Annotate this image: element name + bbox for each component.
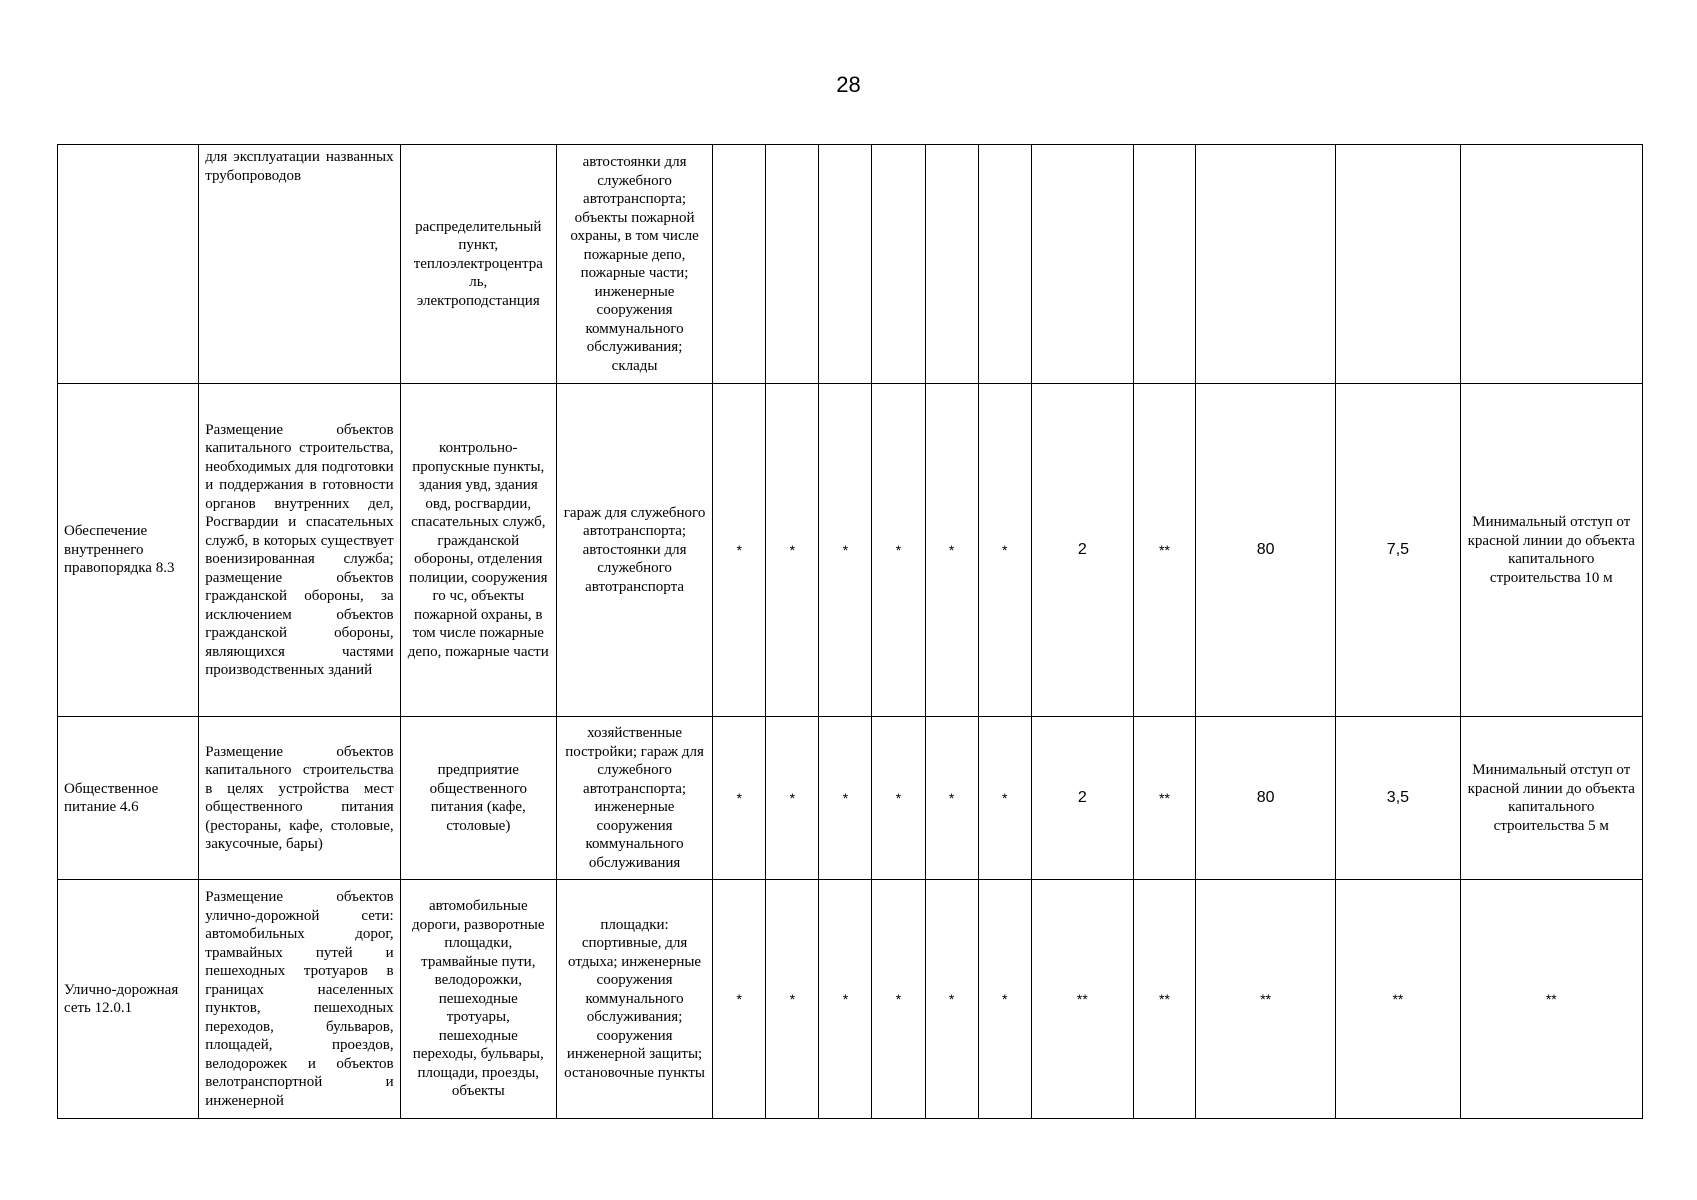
main-objects: предприятие общественного питания (кафе, столовые) <box>400 717 556 880</box>
param-cell: * <box>872 384 925 717</box>
coverage-cell: 80 <box>1196 717 1336 880</box>
param-cell: * <box>819 880 872 1119</box>
use-description: Размещение объектов капитального строительства в целях устройства мест общественного питания (рестораны, кафе, столовые, закусочные, бары) <box>199 717 400 880</box>
param-cell: * <box>978 880 1031 1119</box>
param-cell: * <box>713 384 766 717</box>
param-cell: * <box>978 384 1031 717</box>
param-cell: * <box>872 717 925 880</box>
param-cell: * <box>925 384 978 717</box>
floors-cell <box>1031 145 1133 384</box>
note-cell <box>1460 145 1642 384</box>
param-cell <box>925 145 978 384</box>
auxiliary-objects: площадки: спортивные, для отдыха; инженерные сооружения коммунального обслуживания; сооружения инженерной защиты; остановочные пункты <box>556 880 712 1119</box>
note-cell: Минимальный отступ от красной линии до объекта капитального строительства 10 м <box>1460 384 1642 717</box>
param-cell: * <box>978 717 1031 880</box>
setback-cell: ** <box>1336 880 1460 1119</box>
height-cell: ** <box>1133 880 1195 1119</box>
table-row <box>58 717 1643 880</box>
table-row <box>58 384 1643 717</box>
height-cell: ** <box>1133 717 1195 880</box>
coverage-cell: 80 <box>1196 384 1336 717</box>
param-cell: * <box>925 717 978 880</box>
height-cell: ** <box>1133 384 1195 717</box>
use-description: Размещение объектов капитального строительства, необходимых для подготовки и поддержания в готовности органов внутренних дел, Росгвардии и спасательных служб, в которых существует военизированная служба; размещение объектов гражданской обороны, за исключением объектов гражданской обороны, являющихся частями производственных зданий <box>199 384 400 717</box>
param-cell: * <box>713 880 766 1119</box>
main-objects: контрольно-пропускные пункты, здания увд, здания овд, росгвардии, спасательных служб, гражданской обороны, отделения полиции, сооружения го чс, объекты пожарной охраны, в том числе пожарные депо, пожарные части <box>400 384 556 717</box>
param-cell: * <box>819 384 872 717</box>
use-description: Размещение объектов улично-дорожной сети: автомобильных дорог, трамвайных путей и пешеходных тротуаров в границах населенных пунктов, пешеходных переходов, бульваров, площадей, проездов, велодорожек и объектов велотранспортной и инженерной <box>199 880 400 1119</box>
floors-cell: ** <box>1031 880 1133 1119</box>
param-cell <box>819 145 872 384</box>
permitted-use-name: Общественное питание 4.6 <box>58 717 199 880</box>
auxiliary-objects: гараж для служебного автотранспорта; автостоянки для служебного автотранспорта <box>556 384 712 717</box>
param-cell <box>713 145 766 384</box>
page-number: 28 <box>836 72 861 97</box>
coverage-cell <box>1196 145 1336 384</box>
setback-cell: 3,5 <box>1336 717 1460 880</box>
note-cell: Минимальный отступ от красной линии до объекта капитального строительства 5 м <box>1460 717 1642 880</box>
main-objects: распределительный пункт, теплоэлектроцентра ль, электроподстанция <box>400 145 556 384</box>
coverage-cell: ** <box>1196 880 1336 1119</box>
param-cell <box>766 145 819 384</box>
permitted-use-name: Обеспечение внутреннего правопорядка 8.3 <box>58 384 199 717</box>
use-description: для эксплуатации названных трубопроводов <box>199 145 400 384</box>
param-cell: * <box>925 880 978 1119</box>
table-row <box>58 145 1643 384</box>
note-cell: ** <box>1460 880 1642 1119</box>
permitted-use-name: Улично-дорожная сеть 12.0.1 <box>58 880 199 1119</box>
param-cell: * <box>766 880 819 1119</box>
regulations-table <box>57 144 1643 1119</box>
param-cell: * <box>766 717 819 880</box>
floors-cell: 2 <box>1031 384 1133 717</box>
auxiliary-objects: хозяйственные постройки; гараж для служебного автотранспорта; инженерные сооружения коммунального обслуживания <box>556 717 712 880</box>
floors-cell: 2 <box>1031 717 1133 880</box>
param-cell: * <box>872 880 925 1119</box>
main-objects: автомобильные дороги, разворотные площадки, трамвайные пути, велодорожки, пешеходные тротуары, пешеходные переходы, бульвары, площади, проезды, объекты <box>400 880 556 1119</box>
param-cell <box>978 145 1031 384</box>
setback-cell: 7,5 <box>1336 384 1460 717</box>
table-row <box>58 880 1643 1119</box>
param-cell: * <box>766 384 819 717</box>
permitted-use-name <box>58 145 199 384</box>
param-cell: * <box>713 717 766 880</box>
param-cell: * <box>819 717 872 880</box>
param-cell <box>872 145 925 384</box>
height-cell <box>1133 145 1195 384</box>
setback-cell <box>1336 145 1460 384</box>
auxiliary-objects: автостоянки для служебного автотранспорта; объекты пожарной охраны, в том числе пожарные депо, пожарные части; инженерные сооружения коммунального обслуживания; склады <box>556 145 712 384</box>
